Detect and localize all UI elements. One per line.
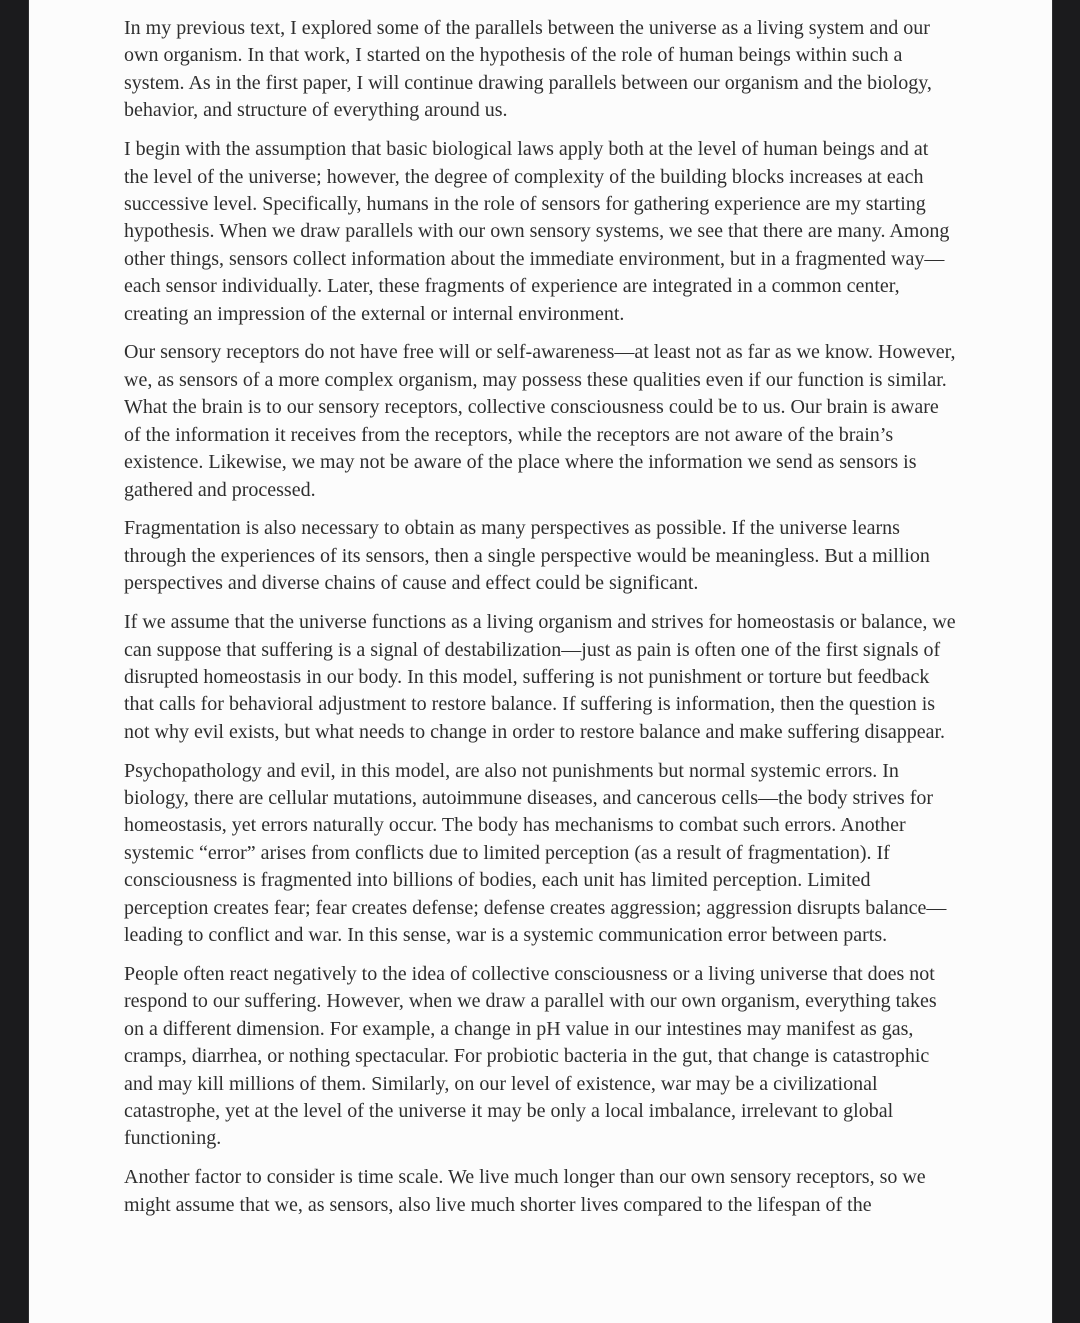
article-paragraph-8: Another factor to consider is time scale. We live much longer than our own sensory receptors, so we might assume that we, as sensors, also live much shorter lives compared to the lifespan of the: [124, 1166, 926, 1216]
right-letterbox-bar: [1052, 0, 1080, 1323]
article-paragraph-4: Fragmentation is also necessary to obtain as many perspectives as possible. If the universe learns through the experiences of its sensors, then a single perspective would be meaningless. But a million perspectives and diverse chains of cause and effect could be significant.: [124, 517, 930, 595]
article-paragraph-2: I begin with the assumption that basic biological laws apply both at the level of human beings and at the level of the universe; however, the degree of complexity of the building blocks increases at each successive level. Specifically, humans in the role of sensors for gathering experience are my starting hypothesis. When we draw parallels with our own sensory systems, we see that there are many. Among other things, sensors collect information about the immediate environment, but in a fragmented way—each sensor individually. Later, these fragments of experience are integrated in a common center, creating an impression of the external or internal environment.: [124, 138, 950, 325]
article-body: [28, 0, 1053, 1219]
article-paragraph-3: Our sensory receptors do not have free will or self-awareness—at least not as far as we know. However, we, as sensors of a more complex organism, may possess these qualities even if our function is similar. What the brain is to our sensory receptors, collective consciousness could be to us. Our brain is aware of the information it receives from the receptors, while the receptors are not aware of the brain’s existence. Likewise, we may not be aware of the place where the information we send as sensors is gathered and processed.: [124, 341, 956, 501]
article-paragraph-7: People often react negatively to the idea of collective consciousness or a living universe that does not respond to our suffering. However, when we draw a parallel with our own organism, everything takes on a different dimension. For example, a change in pH value in our intestines may manifest as gas, cramps, diarrhea, or nothing spectacular. For probiotic bacteria in the gut, that change is catastrophic and may kill millions of them. Similarly, on our level of existence, war may be a civilizational catastrophe, yet at the level of the universe it may be only a local imbalance, irrelevant to global functioning.: [124, 963, 937, 1150]
article-paragraph-1: In my previous text, I explored some of the parallels between the universe as a living system and our own organism. In that work, I started on the hypothesis of the role of human beings within such a system. As in the first paper, I will continue drawing parallels between our organism and the biology, behavior, and structure of everything around us.: [124, 17, 932, 122]
article-paragraph-5: If we assume that the universe functions as a living organism and strives for homeostasis or balance, we can suppose that suffering is a signal of destabilization—just as pain is often one of the first signals of disrupted homeostasis in our body. In this model, suffering is not punishment or torture but feedback that calls for behavioral adjustment to restore balance. If suffering is information, then the question is not why evil exists, but what needs to change in order to restore balance and make suffering disappear.: [124, 611, 956, 743]
left-letterbox-bar: [0, 0, 29, 1323]
document-page: [28, 0, 1053, 1323]
article-paragraph-6: Psychopathology and evil, in this model, are also not punishments but normal systemic errors. In biology, there are cellular mutations, autoimmune diseases, and cancerous cells—the body strives for homeostasis, yet errors naturally occur. The body has mechanisms to combat such errors. Another systemic “error” arises from conflicts due to limited perception (as a result of fragmentation). If consciousness is fragmented into billions of bodies, each unit has limited perception. Limited perception creates fear; fear creates defense; defense creates aggression; aggression disrupts balance—leading to conflict and war. In this sense, war is a systemic communication error between parts.: [124, 759, 947, 947]
